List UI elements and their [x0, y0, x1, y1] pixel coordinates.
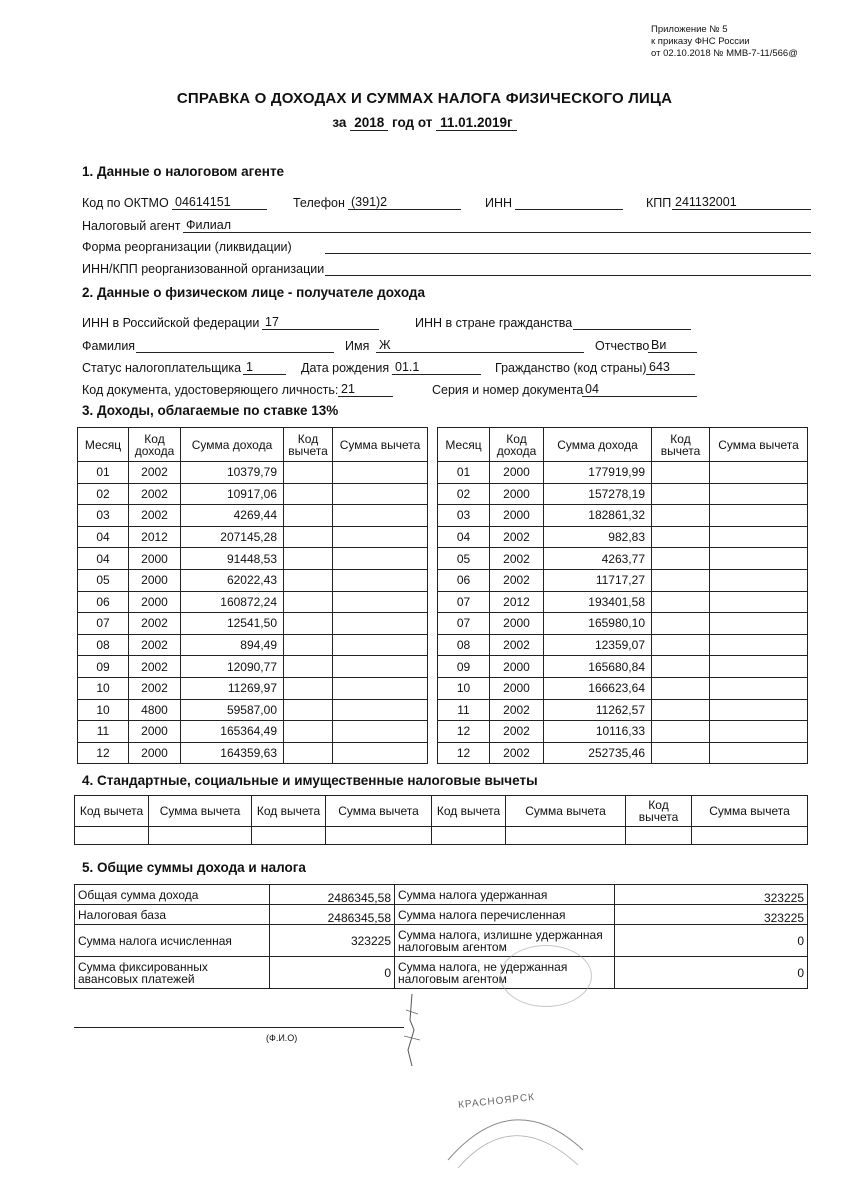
deduction-code-header: Код вычета: [652, 428, 710, 462]
income-code-cell: 2002: [129, 677, 181, 699]
deduction-code-cell: [652, 591, 710, 613]
income-amount-cell: 4269,44: [181, 505, 284, 527]
tax-calculated-label: Сумма налога исчисленная: [75, 925, 270, 957]
income-row: [438, 613, 808, 635]
income-code-cell: 2002: [490, 548, 544, 570]
income-row: [438, 483, 808, 505]
deduction-code-header: Код вычета: [252, 796, 326, 827]
income-code-cell: 2000: [129, 569, 181, 591]
citizenship-label: Гражданство (код страны): [495, 361, 647, 375]
month-cell: 10: [438, 677, 490, 699]
income-row: [78, 677, 428, 699]
for-label: за: [332, 115, 347, 130]
agent-inn-label: ИНН: [485, 196, 513, 210]
appendix-line: от 02.10.2018 № ММВ-7-11/566@: [651, 48, 798, 59]
total-income-value: 2486345,58: [270, 885, 395, 905]
deduction-amount-cell: [333, 548, 428, 570]
deduction-amount-cell: [333, 483, 428, 505]
deduction-code-cell: [652, 656, 710, 678]
deduction-amount-cell: [710, 526, 808, 548]
income-amount-cell: 12359,07: [544, 634, 652, 656]
month-cell: 11: [438, 699, 490, 721]
income-table-right: [437, 427, 808, 764]
phone-label: Телефон: [293, 196, 345, 210]
income-row: [78, 699, 428, 721]
deduction-amount-cell: [710, 634, 808, 656]
deduction-amount-cell: [710, 505, 808, 527]
month-cell: 07: [78, 613, 129, 635]
oktmo-field: 04614151: [172, 195, 267, 210]
oktmo-label: Код по ОКТМО: [82, 196, 169, 210]
year-value: 2018: [350, 115, 388, 131]
income-amount-cell: 11717,27: [544, 569, 652, 591]
month-cell: 02: [78, 483, 129, 505]
name-field: Ж: [376, 338, 584, 353]
deduction-code-cell: [284, 548, 333, 570]
income-code-cell: 2002: [490, 526, 544, 548]
income-code-cell: 2000: [490, 483, 544, 505]
deduction-amount-cell: [333, 677, 428, 699]
deduction-code-cell: [652, 634, 710, 656]
month-cell: 04: [438, 526, 490, 548]
deduction-code-cell: [284, 656, 333, 678]
deduction-amount-cell: [333, 699, 428, 721]
income-amount-cell: 62022,43: [181, 569, 284, 591]
income-code-header: Код дохода: [129, 428, 181, 462]
fio-caption: (Ф.И.О): [266, 1033, 298, 1043]
deduction-code-cell: [284, 613, 333, 635]
income-amount-cell: 157278,19: [544, 483, 652, 505]
deduction-amount-cell: [710, 742, 808, 764]
agent-inn-field: [515, 195, 623, 210]
income-row: [438, 591, 808, 613]
deduction-code-cell: [284, 591, 333, 613]
deduction-amount-cell: [710, 569, 808, 591]
income-row: [438, 656, 808, 678]
deduction-code-cell: [284, 742, 333, 764]
income-row: [438, 526, 808, 548]
month-cell: 11: [78, 721, 129, 743]
income-code-cell: 2002: [490, 721, 544, 743]
appendix-line: к приказу ФНС России: [651, 36, 750, 47]
patronymic-label: Отчество: [595, 339, 650, 353]
tax-transferred-label: Сумма налога перечисленная: [395, 905, 615, 925]
tax-not-withheld-label: Сумма налога, не удержанная налоговым агентом: [395, 957, 615, 989]
month-cell: 03: [78, 505, 129, 527]
month-cell: 08: [78, 634, 129, 656]
deduction-code-cell: [652, 677, 710, 699]
deduction-code-cell: [284, 483, 333, 505]
kpp-label: КПП: [646, 196, 672, 210]
income-amount-cell: 177919,99: [544, 462, 652, 484]
deduction-code-cell: [652, 462, 710, 484]
month-cell: 01: [78, 462, 129, 484]
income-code-cell: 2000: [129, 742, 181, 764]
signature-scribble: [398, 990, 428, 1070]
patronymic-field: Ви: [648, 338, 697, 353]
income-code-cell: 4800: [129, 699, 181, 721]
deduction-code-cell: [284, 634, 333, 656]
income-code-cell: 2000: [490, 462, 544, 484]
income-row: [438, 677, 808, 699]
deduction-amount-cell: [710, 613, 808, 635]
income-code-cell: 2000: [490, 656, 544, 678]
deduction-amount-cell: [333, 505, 428, 527]
income-amount-header: Сумма дохода: [181, 428, 284, 462]
deduction-amount-header: Сумма вычета: [710, 428, 808, 462]
income-amount-cell: 164359,63: [181, 742, 284, 764]
deduction-amount-cell: [333, 634, 428, 656]
income-amount-cell: 982,83: [544, 526, 652, 548]
month-cell: 10: [78, 699, 129, 721]
income-amount-cell: 59587,00: [181, 699, 284, 721]
income-code-cell: 2002: [129, 462, 181, 484]
income-amount-cell: 207145,28: [181, 526, 284, 548]
signature-line: [74, 1027, 404, 1028]
deduction-amount-cell: [710, 721, 808, 743]
income-amount-cell: 252735,46: [544, 742, 652, 764]
deduction-amount-header: Сумма вычета: [326, 796, 432, 827]
income-row: [438, 548, 808, 570]
tax-over-withheld-label: Сумма налога, излишне удержанная налоговым агентом: [395, 925, 615, 957]
name-label: Имя: [345, 339, 370, 353]
deduction-amount-cell: [710, 677, 808, 699]
deduction-amount-cell: [333, 613, 428, 635]
kpp-field: 241132001: [672, 195, 811, 210]
deduction-amount-cell: [333, 721, 428, 743]
reorg-field: [325, 239, 811, 254]
income-code-cell: 2002: [129, 483, 181, 505]
income-code-cell: 2000: [490, 505, 544, 527]
income-code-cell: 2002: [129, 656, 181, 678]
income-amount-cell: 894,49: [181, 634, 284, 656]
status-field: 1: [243, 360, 286, 375]
inn-rf-field: 17: [262, 315, 379, 330]
income-code-cell: 2012: [490, 591, 544, 613]
income-code-cell: 2012: [129, 526, 181, 548]
deduction-amount-cell: [710, 483, 808, 505]
section1-heading: 1. Данные о налоговом агенте: [82, 164, 285, 179]
deduction-code-cell: [284, 677, 333, 699]
income-code-cell: 2000: [129, 591, 181, 613]
income-row: [438, 742, 808, 764]
income-amount-cell: 11262,57: [544, 699, 652, 721]
month-cell: 04: [78, 526, 129, 548]
income-row: [78, 526, 428, 548]
month-cell: 10: [78, 677, 129, 699]
month-header: Месяц: [78, 428, 129, 462]
tax-base-label: Налоговая база: [75, 905, 270, 925]
month-cell: 01: [438, 462, 490, 484]
inn-country-field: [573, 315, 691, 330]
deduction-code-cell: [652, 742, 710, 764]
deduction-amount-header: Сумма вычета: [333, 428, 428, 462]
income-row: [78, 548, 428, 570]
birth-field: 01.1: [392, 360, 481, 375]
citizenship-field: 643: [646, 360, 695, 375]
month-cell: 05: [438, 548, 490, 570]
deduction-empty-row: [75, 827, 808, 845]
income-code-cell: 2002: [490, 569, 544, 591]
month-cell: 04: [78, 548, 129, 570]
doc-code-label: Код документа, удостоверяющего личность:: [82, 383, 339, 397]
tax-withheld-label: Сумма налога удержанная: [395, 885, 615, 905]
stamp-impression: [500, 945, 592, 1007]
birth-label: Дата рождения: [301, 361, 390, 375]
tax-not-withheld-value: 0: [615, 957, 808, 989]
year-label: год: [392, 115, 415, 130]
deduction-amount-cell: [710, 699, 808, 721]
deduction-amount-cell: [333, 569, 428, 591]
month-cell: 02: [438, 483, 490, 505]
income-amount-cell: 4263,77: [544, 548, 652, 570]
income-amount-cell: 182861,32: [544, 505, 652, 527]
income-amount-cell: 193401,58: [544, 591, 652, 613]
income-amount-cell: 12541,50: [181, 613, 284, 635]
income-row: [78, 634, 428, 656]
income-row: [78, 483, 428, 505]
deduction-code-cell: [284, 505, 333, 527]
fixed-advance-value: 0: [270, 957, 395, 989]
deduction-amount-cell: [333, 462, 428, 484]
deduction-amount-header: Сумма вычета: [506, 796, 626, 827]
total-income-label: Общая сумма дохода: [75, 885, 270, 905]
tax-transferred-value: 323225: [615, 905, 808, 925]
month-header: Месяц: [438, 428, 490, 462]
income-row: [438, 569, 808, 591]
stamp-text: КРАСНОЯРСК: [457, 1092, 536, 1111]
reorg-label: Форма реорганизации (ликвидации): [82, 240, 292, 254]
document-subtitle: [0, 115, 849, 130]
tax-base-value: 2486345,58: [270, 905, 395, 925]
tax-over-withheld-value: 0: [615, 925, 808, 957]
deduction-code-cell: [652, 721, 710, 743]
income-row: [78, 613, 428, 635]
income-code-cell: 2000: [490, 677, 544, 699]
month-cell: 03: [438, 505, 490, 527]
income-amount-cell: 160872,24: [181, 591, 284, 613]
totals-table: [74, 884, 808, 989]
income-code-cell: 2000: [490, 613, 544, 635]
deduction-amount-cell: [710, 462, 808, 484]
deduction-amount-cell: [710, 656, 808, 678]
agent-label: Налоговый агент: [82, 219, 181, 233]
status-label: Статус налогоплательщика: [82, 361, 242, 375]
month-cell: 07: [438, 613, 490, 635]
income-row: [438, 505, 808, 527]
income-amount-cell: 91448,53: [181, 548, 284, 570]
income-code-cell: 2002: [490, 699, 544, 721]
income-row: [78, 591, 428, 613]
income-amount-cell: 165680,84: [544, 656, 652, 678]
surname-field: [136, 338, 334, 353]
section5-heading: 5. Общие суммы дохода и налога: [82, 860, 306, 875]
month-cell: 06: [438, 569, 490, 591]
doc-number-field: 04: [582, 382, 697, 397]
income-table-left: [77, 427, 428, 764]
deduction-code-cell: [652, 483, 710, 505]
deduction-code-header: Код вычета: [432, 796, 506, 827]
income-row: [78, 505, 428, 527]
income-row: [78, 569, 428, 591]
month-cell: 09: [438, 656, 490, 678]
deduction-amount-header: Сумма вычета: [149, 796, 252, 827]
month-cell: 12: [438, 742, 490, 764]
deduction-amount-cell: [333, 742, 428, 764]
deduction-amount-cell: [333, 591, 428, 613]
month-cell: 07: [438, 591, 490, 613]
income-amount-cell: 165980,10: [544, 613, 652, 635]
income-code-cell: 2000: [129, 721, 181, 743]
income-code-cell: 2002: [490, 742, 544, 764]
deduction-code-cell: [284, 699, 333, 721]
income-row: [438, 634, 808, 656]
surname-label: Фамилия: [82, 339, 136, 353]
deduction-code-cell: [652, 505, 710, 527]
deduction-code-cell: [284, 721, 333, 743]
month-cell: 12: [78, 742, 129, 764]
deductions-table: [74, 795, 808, 845]
month-cell: 12: [438, 721, 490, 743]
month-cell: 08: [438, 634, 490, 656]
income-row: [78, 462, 428, 484]
section2-heading: 2. Данные о физическом лице - получателе дохода: [82, 285, 425, 300]
income-row: [78, 742, 428, 764]
tax-calculated-value: 323225: [270, 925, 395, 957]
appendix-line: Приложение № 5: [651, 24, 728, 35]
income-amount-cell: 165364,49: [181, 721, 284, 743]
deduction-code-cell: [652, 526, 710, 548]
deduction-code-cell: [652, 548, 710, 570]
deduction-code-header: Код вычета: [284, 428, 333, 462]
month-cell: 05: [78, 569, 129, 591]
appendix-note: [651, 24, 798, 60]
deduction-amount-cell: [710, 591, 808, 613]
document-title: СПРАВКА О ДОХОДАХ И СУММАХ НАЛОГА ФИЗИЧЕСКОГО ЛИЦА: [176, 90, 673, 107]
month-cell: 09: [78, 656, 129, 678]
reorg-inn-field: [325, 261, 811, 276]
income-amount-cell: 10917,06: [181, 483, 284, 505]
inn-rf-label: ИНН в Российской федерации: [82, 316, 260, 330]
deduction-code-header: Код вычета: [626, 796, 692, 827]
section4-heading: 4. Стандартные, социальные и имущественные налоговые вычеты: [82, 773, 538, 788]
income-row: [438, 721, 808, 743]
deduction-amount-cell: [333, 656, 428, 678]
doc-number-label: Серия и номер документа: [432, 383, 584, 397]
income-row: [438, 462, 808, 484]
deduction-amount-cell: [333, 526, 428, 548]
reorg-inn-label: ИНН/КПП реорганизованной организации: [82, 262, 325, 276]
income-code-header: Код дохода: [490, 428, 544, 462]
income-amount-cell: 11269,97: [181, 677, 284, 699]
deduction-code-cell: [284, 462, 333, 484]
income-code-cell: 2002: [129, 613, 181, 635]
income-amount-header: Сумма дохода: [544, 428, 652, 462]
income-row: [78, 721, 428, 743]
inn-country-label: ИНН в стране гражданства: [415, 316, 573, 330]
income-amount-cell: 166623,64: [544, 677, 652, 699]
agent-field: Филиал: [183, 218, 811, 233]
deduction-code-cell: [284, 526, 333, 548]
income-code-cell: 2000: [129, 548, 181, 570]
month-cell: 06: [78, 591, 129, 613]
deduction-amount-header: Сумма вычета: [692, 796, 808, 827]
income-row: [78, 656, 428, 678]
deduction-code-cell: [284, 569, 333, 591]
deduction-code-header: Код вычета: [75, 796, 149, 827]
from-label: от: [417, 115, 433, 130]
fixed-advance-label: Сумма фиксированных авансовых платежей: [75, 957, 270, 989]
tax-withheld-value: 323225: [615, 885, 808, 905]
deduction-amount-cell: [710, 548, 808, 570]
deduction-code-cell: [652, 569, 710, 591]
phone-field: (391)2: [348, 195, 461, 210]
deduction-code-cell: [652, 613, 710, 635]
deduction-code-cell: [652, 699, 710, 721]
income-amount-cell: 10116,33: [544, 721, 652, 743]
section3-heading: 3. Доходы, облагаемые по ставке 13%: [82, 403, 339, 418]
income-code-cell: 2002: [129, 634, 181, 656]
income-row: [438, 699, 808, 721]
income-amount-cell: 12090,77: [181, 656, 284, 678]
doc-code-field: 21: [338, 382, 393, 397]
income-code-cell: 2002: [129, 505, 181, 527]
date-value: 11.01.2019г: [436, 115, 516, 131]
income-code-cell: 2002: [490, 634, 544, 656]
income-amount-cell: 10379,79: [181, 462, 284, 484]
